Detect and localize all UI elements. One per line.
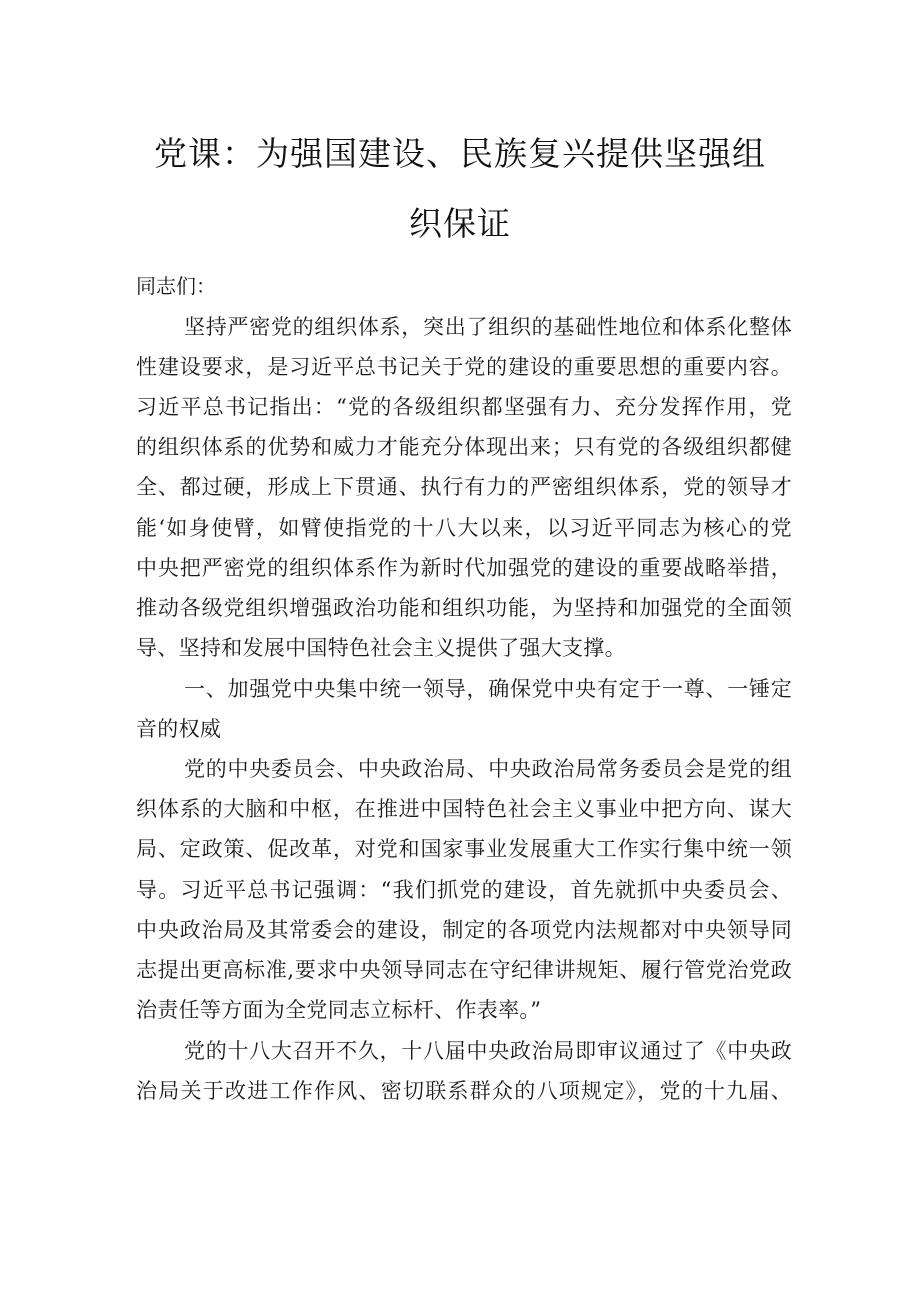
paragraph-1-line-9: 导、坚持和发展中国特色社会主义提供了强大支撑。 — [136, 636, 626, 660]
section-heading-1-line-1: 一、加强党中央集中统一领导，确保党中央有定于一尊、一锤定 — [184, 677, 792, 701]
paragraph-3-line-7: 治责任等方面为全党同志立标杆、作表率。” — [136, 998, 542, 1022]
paragraph-1-line-6: 能‘如身使臂，如臂使指党的十八大以来，以习近平同志为核心的党 — [136, 516, 792, 540]
paragraph-1-line-3: 习近平总书记指出：“党的各级组织都坚强有力、充分发挥作用，党 — [136, 395, 792, 419]
paragraph-3-line-6: 志提出更高标准,要求中央领导同志在守纪律讲规矩、履行管党治党政 — [136, 958, 792, 982]
document-title-line-1: 党课：为强国建设、民族复兴提供坚强组 — [154, 134, 766, 173]
paragraph-3-line-2: 织体系的大脑和中枢，在推进中国特色社会主义事业中把方向、谋大 — [136, 797, 792, 821]
paragraph-3-line-1: 党的中央委员会、中央政治局、中央政治局常务委员会是党的组 — [184, 757, 792, 781]
paragraph-1-line-4: 的组织体系的优势和威力才能充分体现出来；只有党的各级组织都健 — [136, 435, 792, 459]
paragraph-1-line-1: 坚持严密党的组织体系，突出了组织的基础性地位和体系化整体 — [184, 315, 792, 339]
salutation: 同志们： — [136, 274, 216, 298]
paragraph-3-line-4: 导。习近平总书记强调：“我们抓党的建设，首先就抓中央委员会、 — [136, 878, 792, 902]
paragraph-3-line-3: 局、定政策、促改革，对党和国家事业发展重大工作实行集中统一领 — [136, 837, 792, 861]
document-title-line-2: 织保证 — [409, 204, 511, 243]
paragraph-1-line-7: 中央把严密党的组织体系作为新时代加强党的建设的重要战略举措， — [136, 556, 792, 580]
section-heading-1-line-2: 音的权威 — [136, 717, 222, 741]
paragraph-1-line-5: 全、都过硬，形成上下贯通、执行有力的严密组织体系，党的领导才 — [136, 475, 792, 499]
paragraph-3-line-5: 中央政治局及其常委会的建设，制定的各项党内法规都对中央领导同 — [136, 918, 792, 942]
paragraph-1-line-8: 推动各级党组织增强政治功能和组织功能，为坚持和加强党的全面领 — [136, 596, 792, 620]
paragraph-1-line-2: 性建设要求，是习近平总书记关于党的建设的重要思想的重要内容。 — [136, 355, 792, 379]
paragraph-4-line-1: 党的十八大召开不久，十八届中央政治局即审议通过了《中央政 — [184, 1039, 792, 1063]
paragraph-4-line-2: 治局关于改进工作作风、密切联系群众的八项规定》，党的十九届、 — [136, 1079, 792, 1103]
